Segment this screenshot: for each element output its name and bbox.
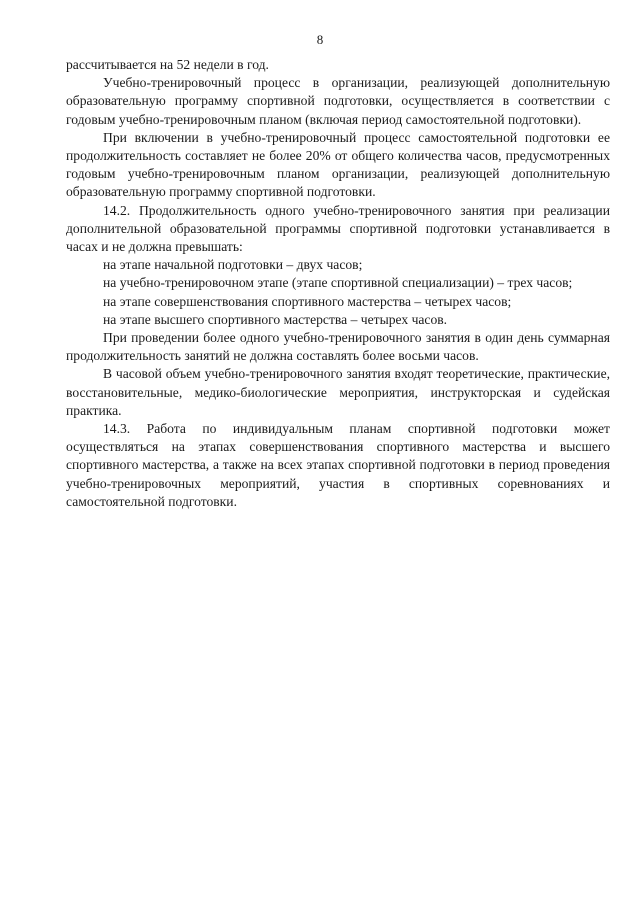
paragraph: В часовой объем учебно-тренировочного занятия входят теоретические, практические, восстановительные, медико-биологические мероприятия, инструкторская и судейская практика.	[66, 366, 610, 418]
paragraph: на этапе высшего спортивного мастерства – четырех часов.	[103, 311, 448, 327]
paragraph: рассчитывается на 52 недели в год.	[66, 57, 269, 72]
paragraph: на этапе совершенствования спортивного мастерства – четырех часов;	[103, 293, 512, 309]
document-body	[66, 56, 610, 511]
paragraph: на этапе начальной подготовки – двух часов;	[103, 257, 363, 273]
paragraph: 14.3. Работа по индивидуальным планам спортивной подготовки может осуществляться на этапах совершенствования спортивного мастерства и высшего спортивного мастерства, а также на всех этапах спортивной подготовки в период проведения учебно-тренировочных мероприятий, участия в спортивных соревнованиях и самостоятельной подготовки.	[66, 421, 610, 509]
paragraph: на учебно-тренировочном этапе (этапе спортивной специализации) – трех часов;	[103, 275, 573, 291]
paragraph: Учебно-тренировочный процесс в организации, реализующей дополнительную образовательную программу спортивной подготовки, осуществляется в соответствии с годовым учебно-тренировочным планом (включая период самостоятельной подготовки).	[66, 75, 610, 127]
paragraph: При проведении более одного учебно-тренировочного занятия в один день суммарная продолжительность занятий не должна составлять более восьми часов.	[66, 330, 610, 364]
paragraph: При включении в учебно-тренировочный процесс самостоятельной подготовки ее продолжительность составляет не более 20% от общего количества часов, предусмотренных годовым учебно-тренировочным планом организации, реализующей дополнительную образовательную программу спортивной подготовки.	[66, 129, 610, 200]
page-number: 8	[316, 32, 324, 47]
paragraph: 14.2. Продолжительность одного учебно-тренировочного занятия при реализации дополнительной образовательной программы спортивной подготовки устанавливается в часах и не должна превышать:	[66, 202, 610, 255]
